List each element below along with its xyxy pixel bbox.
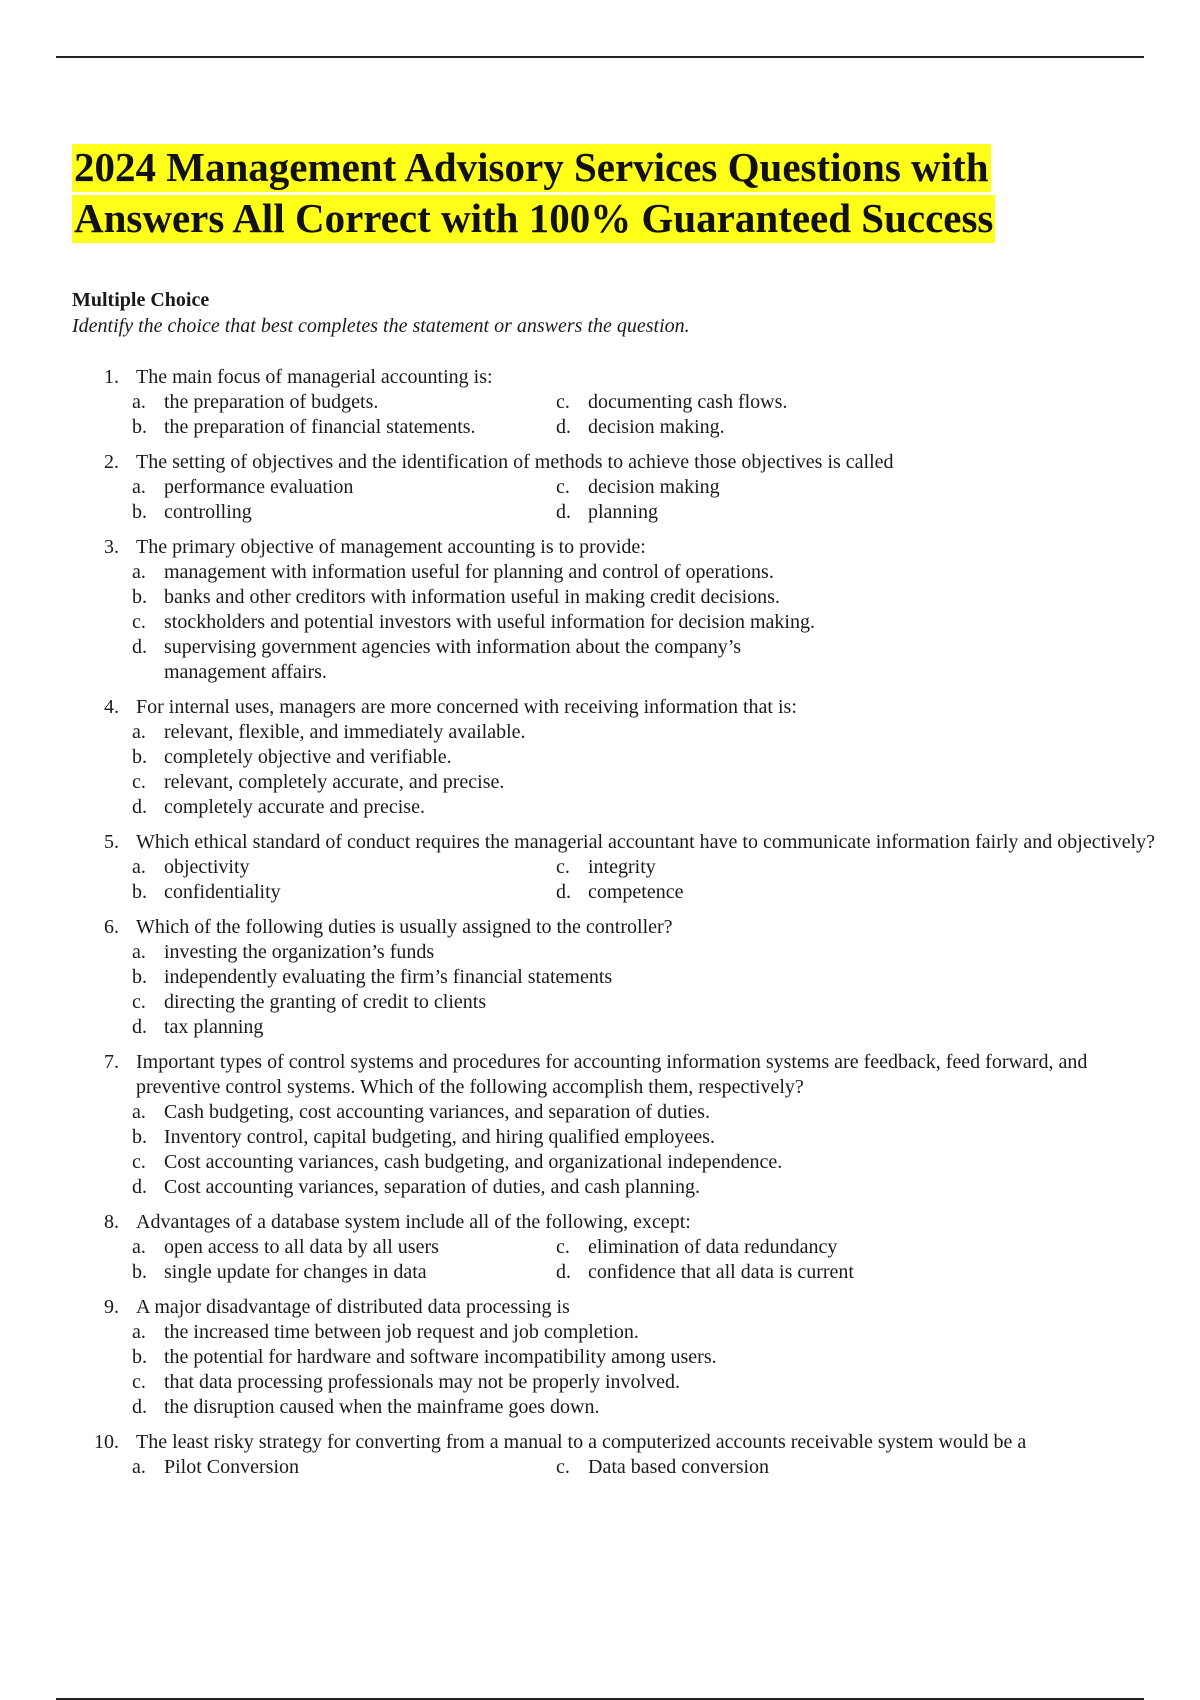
question-text: Which ethical standard of conduct requires the managerial accountant have to communicate information fairly and objectively? (136, 831, 1156, 853)
option-text: decision making (588, 476, 720, 498)
answer-option (132, 1320, 1172, 1345)
option-letter: b. (132, 1346, 147, 1368)
question-number: 4. (104, 696, 119, 718)
option-text: Cost accounting variances, cash budgeting, and organizational independence. (164, 1151, 783, 1173)
option-letter: b. (132, 416, 147, 438)
option-letter: a. (132, 1456, 146, 1478)
section-heading: Multiple Choice (72, 289, 210, 311)
answer-option (132, 745, 1172, 770)
question-number: 9. (104, 1296, 119, 1318)
option-letter: c. (556, 856, 570, 878)
option-letter: b. (132, 1126, 147, 1148)
option-text: the preparation of budgets. (164, 391, 379, 413)
option-letter: a. (132, 476, 146, 498)
option-letter: b. (132, 966, 147, 988)
answer-option (132, 500, 556, 525)
option-letter: a. (132, 1236, 146, 1258)
option-text: completely objective and verifiable. (164, 746, 452, 768)
option-letter: b. (132, 881, 147, 903)
option-letter: b. (132, 1261, 147, 1283)
answer-options (132, 560, 1172, 685)
option-letter: b. (132, 501, 147, 523)
option-text: confidence that all data is current (588, 1261, 854, 1283)
option-text: elimination of data redundancy (588, 1236, 838, 1258)
option-text: single update for changes in data (164, 1261, 427, 1283)
option-letter: a. (132, 941, 146, 963)
question-text: For internal uses, managers are more concerned with receiving information that is: (136, 696, 797, 718)
option-text: Cost accounting variances, separation of duties, and cash planning. (164, 1176, 700, 1198)
option-text: documenting cash flows. (588, 391, 788, 413)
answer-options (132, 855, 1172, 905)
answer-option (556, 415, 1172, 440)
option-letter: c. (556, 391, 570, 413)
option-text: integrity (588, 856, 656, 878)
answer-option (132, 720, 1172, 745)
top-rule (56, 56, 1144, 58)
option-text: the increased time between job request and job completion. (164, 1321, 639, 1343)
answer-options (132, 1320, 1172, 1420)
answer-option (556, 500, 1172, 525)
answer-option (132, 880, 556, 905)
option-text: performance evaluation (164, 476, 354, 498)
question-number: 3. (104, 536, 119, 558)
answer-option (132, 965, 1172, 990)
answer-option (132, 990, 1172, 1015)
question-item (72, 695, 1172, 820)
option-text: tax planning (164, 1016, 264, 1038)
option-text: management with information useful for planning and control of operations. (164, 561, 774, 583)
option-letter: d. (132, 1396, 147, 1418)
option-text: stockholders and potential investors with useful information for decision making. (164, 611, 815, 633)
option-text: Data based conversion (588, 1456, 770, 1478)
question-text: Which of the following duties is usually assigned to the controller? (136, 916, 673, 938)
answer-option (132, 1395, 1172, 1420)
option-text: open access to all data by all users (164, 1236, 439, 1258)
option-text: supervising government agencies with information about the company’s management affairs. (164, 636, 742, 683)
answer-options (132, 940, 1172, 1040)
option-letter: b. (132, 746, 147, 768)
answer-option (132, 635, 1172, 685)
option-text: planning (588, 501, 658, 523)
page-title (72, 142, 995, 244)
option-letter: c. (132, 611, 146, 633)
option-letter: c. (556, 1456, 570, 1478)
option-letter: c. (132, 991, 146, 1013)
question-item (72, 915, 1172, 1040)
option-text: directing the granting of credit to clients (164, 991, 487, 1013)
question-text: The primary objective of management accounting is to provide: (136, 536, 646, 558)
option-letter: c. (556, 1236, 570, 1258)
option-text: relevant, completely accurate, and precise. (164, 771, 505, 793)
option-text: confidentiality (164, 881, 281, 903)
answer-options (132, 1235, 1172, 1285)
answer-option (132, 415, 556, 440)
option-letter: c. (556, 476, 570, 498)
option-text: the disruption caused when the mainframe goes down. (164, 1396, 600, 1418)
answer-options (132, 720, 1172, 820)
question-item (72, 1050, 1172, 1200)
title-line-2: Answers All Correct with 100% Guaranteed Success (74, 195, 994, 241)
question-text: The setting of objectives and the identification of methods to achieve those objectives is called (136, 451, 894, 473)
answer-option (132, 1370, 1172, 1395)
option-text: banks and other creditors with information useful in making credit decisions. (164, 586, 780, 608)
answer-option (556, 1455, 1172, 1480)
answer-option (132, 585, 1172, 610)
option-text: that data processing professionals may not be properly involved. (164, 1371, 680, 1393)
answer-option (132, 855, 556, 880)
option-letter: d. (556, 1261, 571, 1283)
question-number: 7. (104, 1051, 119, 1073)
option-letter: d. (556, 416, 571, 438)
section-instruction: Identify the choice that best completes the statement or answers the question. (72, 315, 690, 337)
question-text: Important types of control systems and procedures for accounting information systems are feedback, feed forward, and preventive control systems. Which of the following accomplish them, respectively? (136, 1051, 1088, 1098)
option-text: Inventory control, capital budgeting, and hiring qualified employees. (164, 1126, 715, 1148)
answer-option (132, 610, 1172, 635)
option-text: competence (588, 881, 684, 903)
answer-option (132, 390, 556, 415)
option-text: independently evaluating the firm’s financial statements (164, 966, 613, 988)
answer-options (132, 390, 1172, 440)
question-list (72, 365, 1172, 1490)
option-text: completely accurate and precise. (164, 796, 425, 818)
option-letter: a. (132, 1101, 146, 1123)
option-text: relevant, flexible, and immediately available. (164, 721, 526, 743)
option-letter: d. (556, 881, 571, 903)
option-letter: d. (132, 1176, 147, 1198)
answer-option (132, 1455, 556, 1480)
answer-options (132, 1100, 1172, 1200)
option-letter: a. (132, 856, 146, 878)
question-text: Advantages of a database system include all of the following, except: (136, 1211, 691, 1233)
option-letter: a. (132, 561, 146, 583)
option-text: decision making. (588, 416, 725, 438)
answer-options (132, 1455, 1172, 1480)
answer-option (132, 770, 1172, 795)
title-line-1: 2024 Management Advisory Services Questions with (74, 144, 989, 190)
question-item (72, 1210, 1172, 1285)
answer-option (132, 1260, 556, 1285)
answer-option (132, 1235, 556, 1260)
option-letter: c. (132, 1371, 146, 1393)
question-text: A major disadvantage of distributed data processing is (136, 1296, 570, 1318)
answer-option (556, 855, 1172, 880)
question-number: 2. (104, 451, 119, 473)
answer-option (132, 1345, 1172, 1370)
answer-option (556, 880, 1172, 905)
answer-option (132, 1150, 1172, 1175)
option-text: objectivity (164, 856, 250, 878)
answer-option (556, 1260, 1172, 1285)
option-text: the preparation of financial statements. (164, 416, 476, 438)
option-letter: a. (132, 1321, 146, 1343)
question-number: 10. (94, 1431, 119, 1453)
answer-option (132, 795, 1172, 820)
question-text: The main focus of managerial accounting is: (136, 366, 493, 388)
answer-option (132, 1100, 1172, 1125)
option-text: controlling (164, 501, 252, 523)
question-item (72, 1295, 1172, 1420)
question-item (72, 365, 1172, 440)
option-text: investing the organization’s funds (164, 941, 435, 963)
answer-option (556, 390, 1172, 415)
answer-option (132, 1015, 1172, 1040)
question-item (72, 535, 1172, 685)
answer-option (132, 1175, 1172, 1200)
option-text: the potential for hardware and software incompatibility among users. (164, 1346, 717, 1368)
answer-option (556, 1235, 1172, 1260)
option-letter: d. (132, 636, 147, 658)
option-text: Cash budgeting, cost accounting variances, and separation of duties. (164, 1101, 710, 1123)
option-text: Pilot Conversion (164, 1456, 300, 1478)
option-letter: b. (132, 586, 147, 608)
option-letter: d. (556, 501, 571, 523)
option-letter: c. (132, 1151, 146, 1173)
question-item (72, 830, 1172, 905)
question-item (72, 1430, 1172, 1480)
answer-option (132, 475, 556, 500)
option-letter: d. (132, 1016, 147, 1038)
answer-option (132, 940, 1172, 965)
option-letter: c. (132, 771, 146, 793)
question-number: 5. (104, 831, 119, 853)
answer-option (132, 1125, 1172, 1150)
question-number: 6. (104, 916, 119, 938)
answer-options (132, 475, 1172, 525)
option-letter: d. (132, 796, 147, 818)
question-text: The least risky strategy for converting from a manual to a computerized accounts receivable system would be a (136, 1431, 1027, 1453)
question-number: 1. (104, 366, 119, 388)
option-letter: a. (132, 721, 146, 743)
question-number: 8. (104, 1211, 119, 1233)
answer-option (132, 560, 1172, 585)
question-item (72, 450, 1172, 525)
answer-option (556, 475, 1172, 500)
option-letter: a. (132, 391, 146, 413)
